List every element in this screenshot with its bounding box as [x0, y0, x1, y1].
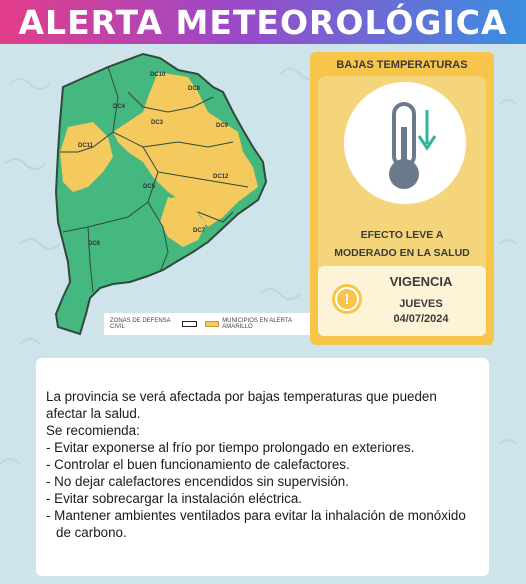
page-title: ALERTA METEOROLÓGICA — [18, 2, 508, 42]
effect-text — [318, 226, 486, 262]
map-label-dc7: DC7 — [193, 228, 206, 234]
legend-municipios-label: MUNICIPIOS EN ALERTA AMARILLO — [222, 318, 292, 330]
recommendations-box — [36, 358, 489, 576]
map-label-dc9: DC9 — [216, 123, 229, 129]
header-banner — [0, 0, 526, 44]
map-label-dc5: DC5 — [143, 184, 156, 190]
list-item: - No dejar calefactores encendidos sin supervisión. — [46, 474, 349, 489]
map-label-dc6: DC6 — [88, 241, 101, 247]
alert-circle-icon: ! — [332, 284, 362, 314]
legend-zones-swatch — [182, 321, 197, 327]
map-label-dc12: DC12 — [213, 174, 229, 180]
list-item: - Mantener ambientes ventilados para evitar la inhalación de monóxido de carbono. — [46, 508, 466, 540]
map-label-dc10: DC10 — [150, 72, 166, 78]
effect-line-2: MODERADO EN LA SALUD — [334, 247, 470, 259]
alert-panel — [310, 52, 494, 345]
vigencia-date: 04/07/2024 — [393, 313, 449, 325]
legend-zones-label: ZONAS DE DEFENSA CIVIL — [110, 318, 171, 330]
thermometer-down-icon — [344, 82, 466, 204]
vigencia-day: JUEVES — [399, 298, 443, 310]
panel-title: BAJAS TEMPERATURAS — [336, 59, 468, 71]
thermometer-circle — [344, 82, 466, 204]
recommend-label: Se recomienda: — [46, 423, 140, 438]
map-label-dc11: DC11 — [78, 143, 94, 149]
map-label-dc4: DC4 — [113, 104, 126, 110]
vigencia-card — [318, 266, 486, 336]
legend-municipios — [205, 318, 313, 330]
map-label-dc8: DC8 — [188, 86, 201, 92]
list-item: - Controlar el buen funcionamiento de calefactores. — [46, 457, 350, 472]
intro-text: La provincia se verá afectada por bajas temperaturas que pueden afectar la salud. — [46, 389, 437, 421]
buenos-aires-province-map — [48, 52, 278, 342]
map-legend — [104, 313, 319, 335]
legend-municipios-swatch — [205, 321, 220, 327]
map-label-dc3: DC3 — [151, 120, 164, 126]
recommendation-list — [46, 439, 479, 541]
list-item: - Evitar sobrecargar la instalación eléctrica. — [46, 491, 303, 506]
effect-line-1: EFECTO LEVE A — [360, 229, 444, 241]
list-item: - Evitar exponerse al frío por tiempo prolongado en exteriores. — [46, 440, 415, 455]
vigencia-title: VIGENCIA — [389, 274, 453, 289]
legend-zones — [110, 318, 197, 330]
